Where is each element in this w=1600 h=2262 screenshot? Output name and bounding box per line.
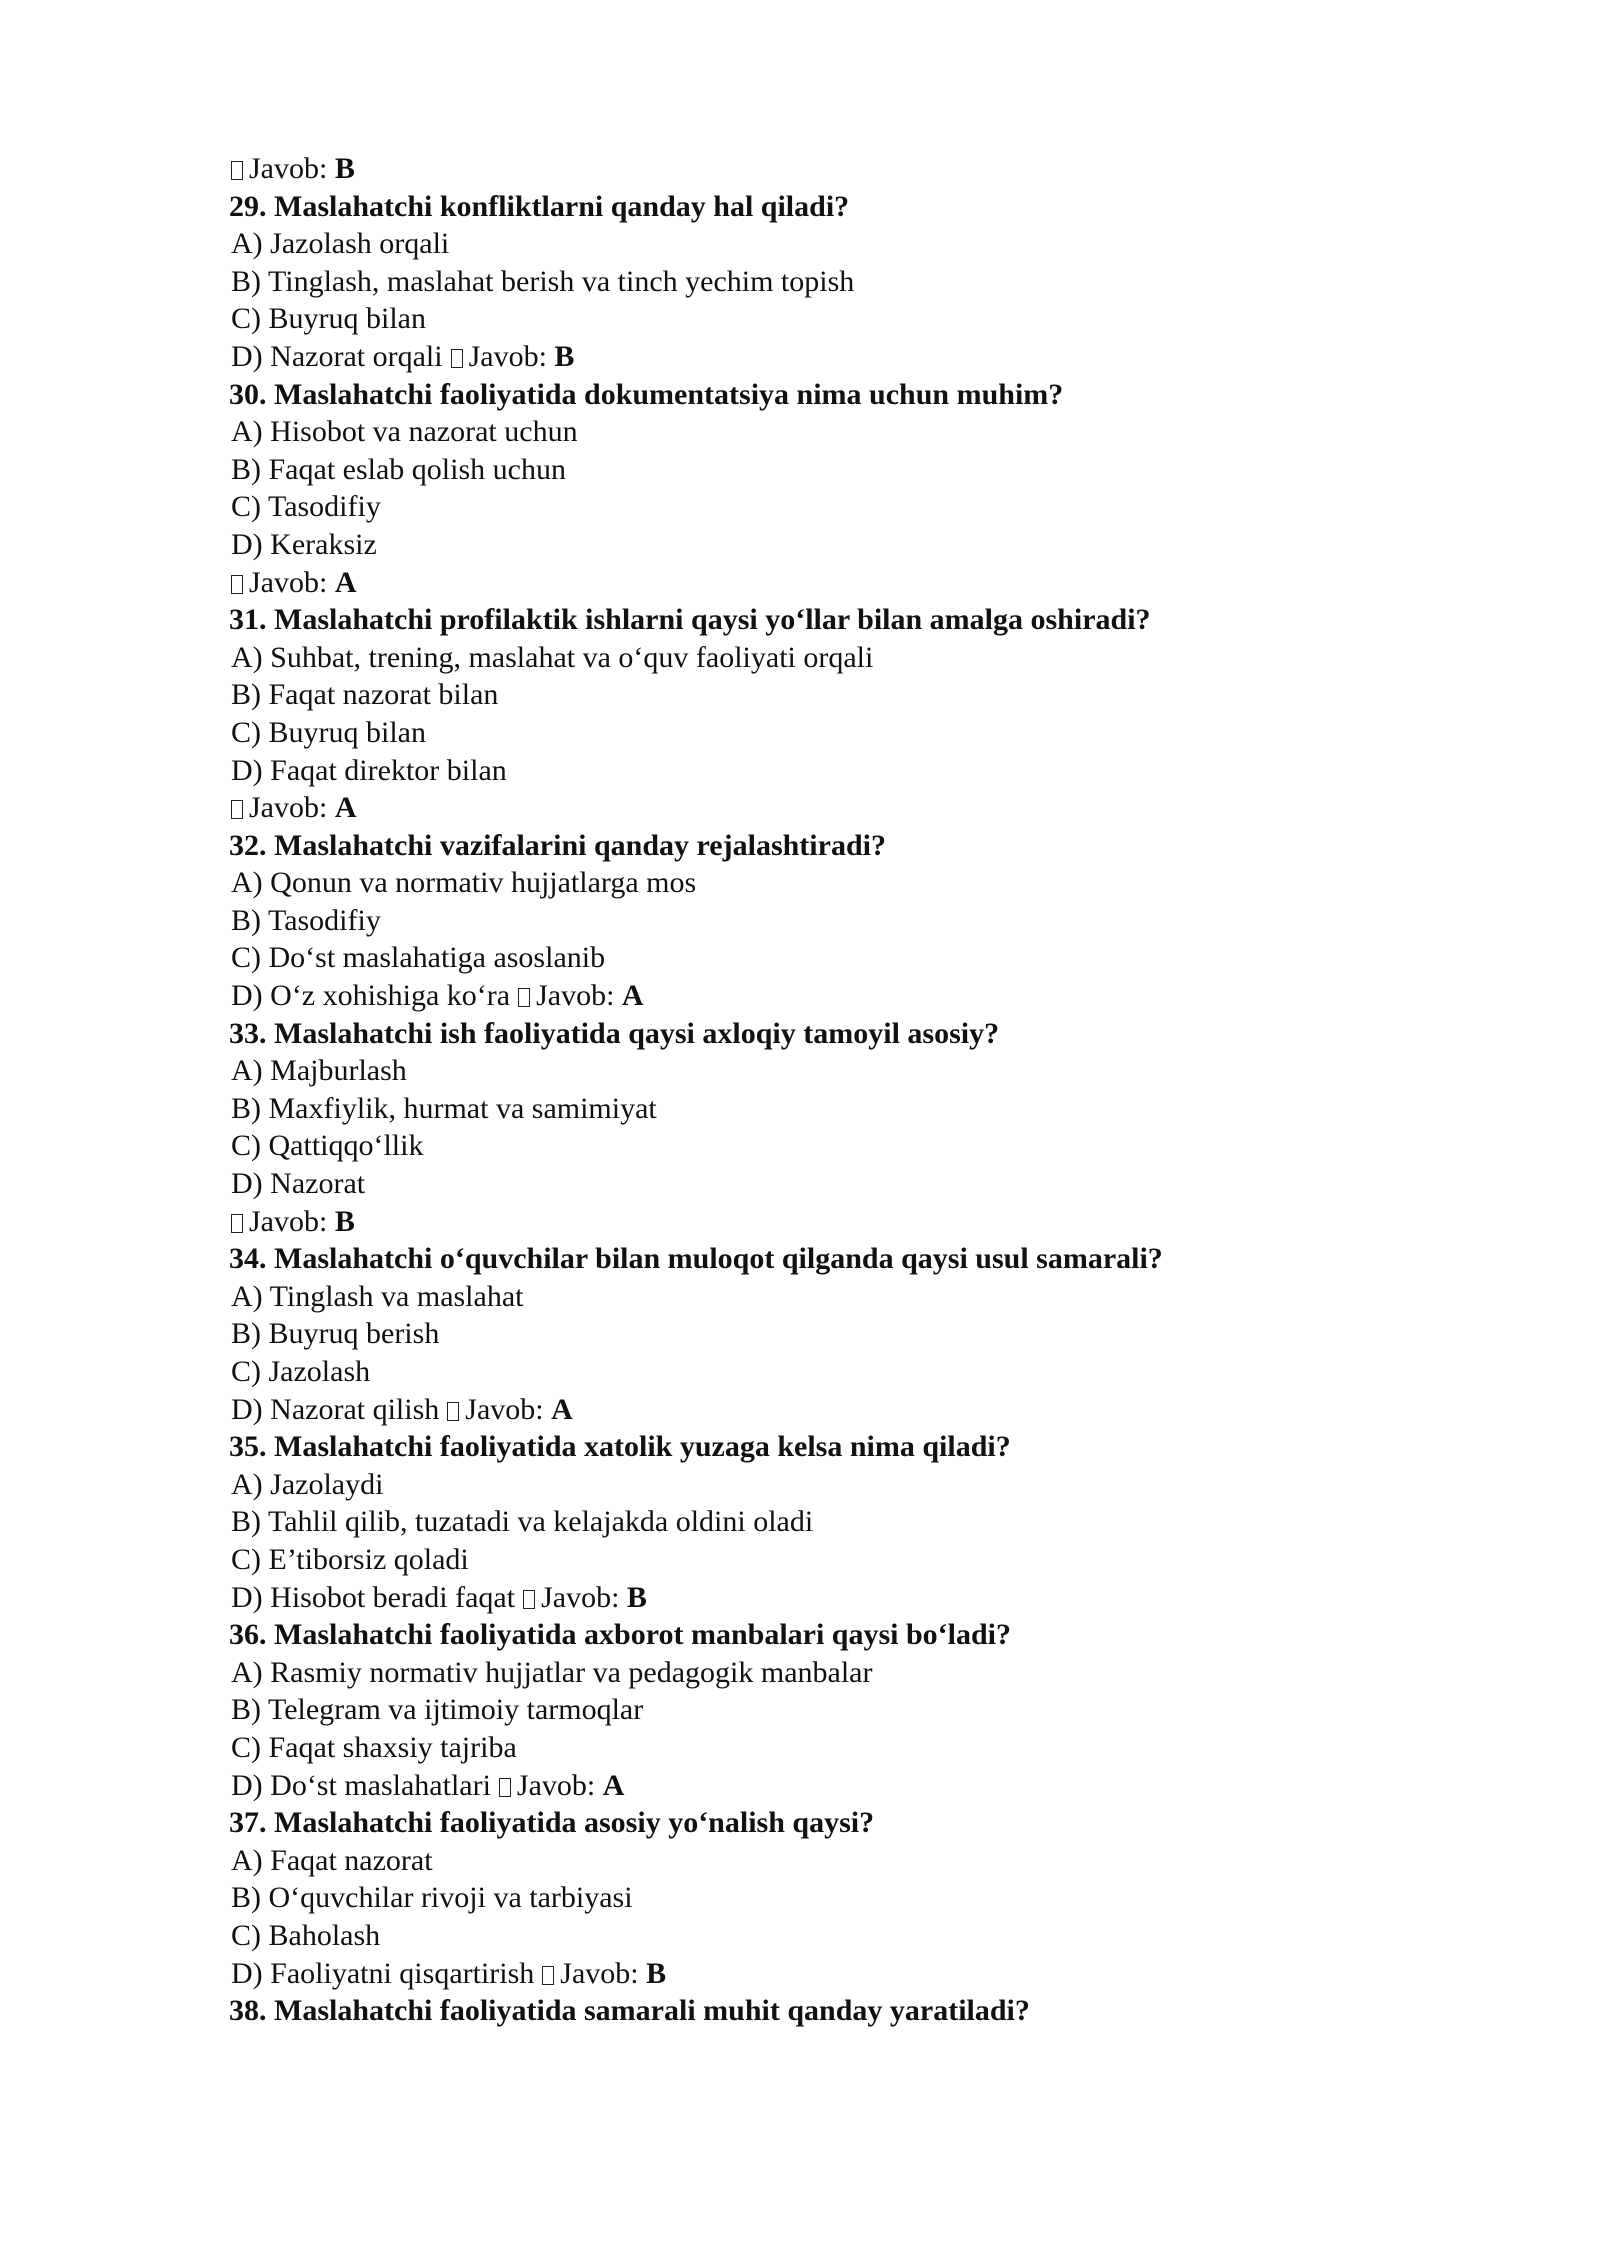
option-text: B) Telegram va ijtimoiy tarmoqlar xyxy=(231,1693,644,1727)
answer-option xyxy=(229,263,1379,301)
missing-glyph-box-icon xyxy=(499,1778,511,1797)
answer-option xyxy=(229,338,1379,376)
answer-option xyxy=(229,526,1379,564)
document-page xyxy=(229,150,1379,2030)
option-text: A) Faqat nazorat xyxy=(231,1843,433,1877)
option-text: C) Tasodifiy xyxy=(231,490,381,524)
option-text: B) Maxfiylik, hurmat va samimiyat xyxy=(231,1091,657,1125)
answer-option xyxy=(229,1955,1379,1993)
answer-letter: A xyxy=(334,565,357,599)
missing-glyph-box-icon xyxy=(447,1402,459,1421)
answer-option xyxy=(229,451,1379,489)
answer-letter: B xyxy=(334,1204,355,1238)
answer-label: Javob: xyxy=(536,979,615,1013)
option-text: A) Qonun va normativ hujjatlarga mos xyxy=(231,866,697,900)
option-text: B) Faqat eslab qolish uchun xyxy=(231,452,566,486)
answer-option xyxy=(229,488,1379,526)
answer-letter: A xyxy=(602,1768,625,1802)
answer-label: Javob: xyxy=(249,565,328,599)
answer-letter: A xyxy=(551,1392,573,1426)
question-title: 34. Maslahatchi o‘quvchilar bilan muloqot qilganda qaysi usul samarali? xyxy=(229,1242,1163,1276)
option-text: A) Tinglash va maslahat xyxy=(231,1279,524,1313)
answer-option xyxy=(229,639,1379,677)
option-text: A) Hisobot va nazorat uchun xyxy=(231,415,578,449)
missing-glyph-box-icon xyxy=(231,1214,243,1233)
answer-label: Javob: xyxy=(249,152,328,185)
option-text: D) Nazorat orqali xyxy=(231,339,443,373)
answer-option xyxy=(229,413,1379,451)
answer-label: Javob: xyxy=(516,1768,596,1802)
answer-letter: A xyxy=(621,979,644,1013)
option-text: D) Faqat direktor bilan xyxy=(231,753,507,787)
question-title: 37. Maslahatchi faoliyatida asosiy yo‘nalish qaysi? xyxy=(229,1806,875,1840)
question-title: 35. Maslahatchi faoliyatida xatolik yuzaga kelsa nima qiladi? xyxy=(229,1430,1011,1464)
option-text: C) Qattiqqo‘llik xyxy=(231,1129,424,1163)
answer-option xyxy=(229,864,1379,902)
answer-option xyxy=(229,1654,1379,1692)
option-text: D) Nazorat qilish xyxy=(231,1392,440,1426)
answer-option xyxy=(229,977,1379,1015)
option-text: C) Do‘st maslahatiga asoslanib xyxy=(231,941,606,975)
option-text: A) Majburlash xyxy=(231,1054,407,1088)
answer-line xyxy=(229,1203,1379,1241)
answer-option xyxy=(229,1315,1379,1353)
option-text: B) Buyruq berish xyxy=(231,1317,440,1351)
answer-option xyxy=(229,1541,1379,1579)
answer-option xyxy=(229,1466,1379,1504)
answer-option xyxy=(229,676,1379,714)
answer-line xyxy=(229,789,1379,827)
option-text: B) Faqat nazorat bilan xyxy=(231,678,499,712)
answer-option xyxy=(229,714,1379,752)
option-text: A) Jazolaydi xyxy=(231,1467,384,1501)
question-title: 32. Maslahatchi vazifalarini qanday rejalashtiradi? xyxy=(229,828,886,862)
answer-option xyxy=(229,1052,1379,1090)
answer-label: Javob: xyxy=(249,791,328,825)
answer-letter: B xyxy=(626,1580,647,1614)
answer-option xyxy=(229,300,1379,338)
answer-label: Javob: xyxy=(541,1580,620,1614)
answer-option xyxy=(229,1917,1379,1955)
answer-letter: B xyxy=(334,152,355,185)
answer-option xyxy=(229,225,1379,263)
answer-option xyxy=(229,1278,1379,1316)
option-text: C) Baholash xyxy=(231,1918,381,1952)
answer-option xyxy=(229,1503,1379,1541)
missing-glyph-box-icon xyxy=(231,575,243,594)
option-text: D) Nazorat xyxy=(231,1167,366,1201)
answer-option xyxy=(229,902,1379,940)
answer-option xyxy=(229,1579,1379,1617)
answer-label: Javob: xyxy=(560,1956,639,1990)
answer-label: Javob: xyxy=(468,339,547,373)
option-text: D) Faoliyatni qisqartirish xyxy=(231,1956,535,1990)
answer-letter: A xyxy=(334,791,357,825)
missing-glyph-box-icon xyxy=(231,161,243,180)
answer-option xyxy=(229,1767,1379,1805)
answer-option xyxy=(229,1165,1379,1203)
question-title: 38. Maslahatchi faoliyatida samarali muhit qanday yaratiladi? xyxy=(229,1994,1030,2028)
option-text: B) Tahlil qilib, tuzatadi va kelajakda oldini oladi xyxy=(231,1505,814,1539)
question-title: 29. Maslahatchi konfliktlarni qanday hal qiladi? xyxy=(229,189,850,223)
option-text: C) Jazolash xyxy=(231,1355,371,1388)
missing-glyph-box-icon xyxy=(542,1966,554,1985)
question-title: 33. Maslahatchi ish faoliyatida qaysi axloqiy tamoyil asosiy? xyxy=(229,1016,1000,1050)
answer-letter: B xyxy=(646,1956,667,1990)
answer-option xyxy=(229,1842,1379,1880)
missing-glyph-box-icon xyxy=(451,349,463,368)
answer-option xyxy=(229,1090,1379,1128)
answer-option xyxy=(229,1729,1379,1767)
answer-label: Javob: xyxy=(465,1392,544,1426)
option-text: C) Faqat shaxsiy tajriba xyxy=(231,1730,517,1764)
answer-option xyxy=(229,1691,1379,1729)
question-title: 36. Maslahatchi faoliyatida axborot manbalari qaysi bo‘ladi? xyxy=(229,1618,1012,1652)
missing-glyph-box-icon xyxy=(518,988,530,1007)
answer-line xyxy=(229,564,1379,602)
answer-option xyxy=(229,1879,1379,1917)
answer-letter: B xyxy=(554,339,575,373)
option-text: A) Jazolash orqali xyxy=(231,227,450,261)
option-text: B) Tinglash, maslahat berish va tinch yechim topish xyxy=(231,264,855,298)
answer-option xyxy=(229,752,1379,790)
answer-label: Javob: xyxy=(249,1204,328,1238)
option-text: D) Hisobot beradi faqat xyxy=(231,1580,516,1614)
question-title: 30. Maslahatchi faoliyatida dokumentatsiya nima uchun muhim? xyxy=(229,377,1064,411)
question-title: 31. Maslahatchi profilaktik ishlarni qaysi yo‘llar bilan amalga oshiradi? xyxy=(229,603,1151,637)
option-text: B) O‘quvchilar rivoji va tarbiyasi xyxy=(231,1881,633,1915)
option-text: A) Rasmiy normativ hujjatlar va pedagogik manbalar xyxy=(231,1655,873,1689)
option-text: A) Suhbat, trening, maslahat va o‘quv faoliyati orqali xyxy=(231,640,874,674)
answer-option xyxy=(229,1127,1379,1165)
option-text: B) Tasodifiy xyxy=(231,903,381,937)
missing-glyph-box-icon xyxy=(231,800,243,819)
missing-glyph-box-icon xyxy=(523,1590,535,1609)
answer-line xyxy=(229,150,1379,188)
option-text: C) Buyruq bilan xyxy=(231,715,426,749)
option-text: C) Buyruq bilan xyxy=(231,302,426,336)
option-text: D) Keraksiz xyxy=(231,527,377,561)
option-text: D) O‘z xohishiga ko‘ra xyxy=(231,979,511,1013)
option-text: C) E’tiborsiz qoladi xyxy=(231,1542,469,1576)
answer-option xyxy=(229,939,1379,977)
answer-option xyxy=(229,1391,1379,1429)
answer-option xyxy=(229,1353,1379,1391)
option-text: D) Do‘st maslahatlari xyxy=(231,1768,491,1802)
